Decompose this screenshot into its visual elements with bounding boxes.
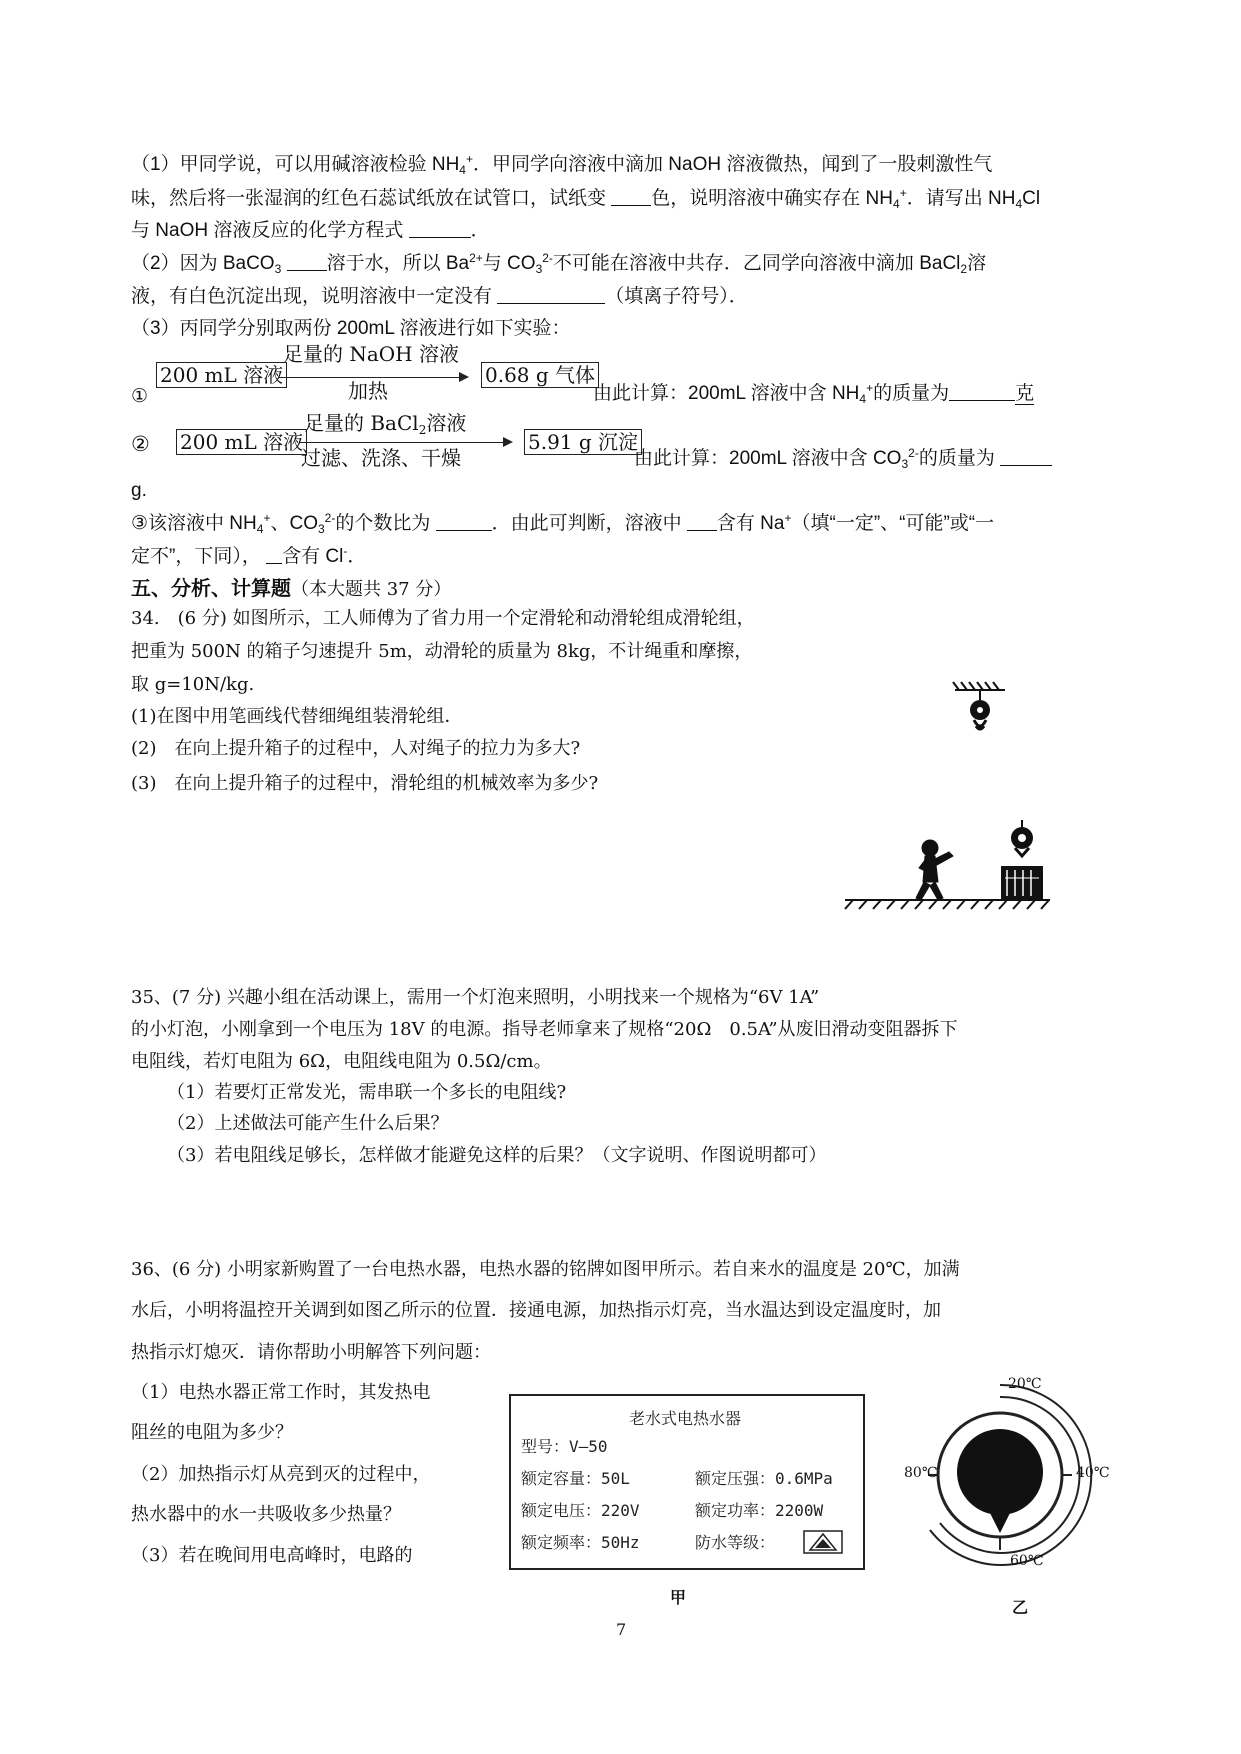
q36-question1b: 阻丝的电阻为多少？: [131, 1422, 293, 1443]
step2-reagent: 足量的 BaCl$_2$溶液: [304, 411, 467, 437]
q34-line3: 取 g=10N/kg.: [131, 674, 255, 695]
step2-text: 由此计算：200mL 溶液中含 $CO_3^{2-}$的质量为: [634, 447, 1052, 470]
step2-output-box: 5.91 g 沉淀: [524, 429, 642, 455]
step1-condition: 加热: [348, 379, 388, 403]
waterproof-triangle-icon: [803, 1530, 843, 1554]
answer-blank[interactable]: [409, 219, 471, 238]
section-title: 五、分析、计算题: [131, 576, 291, 600]
nameplate-power: 额定功率：2200W: [695, 1501, 824, 1520]
q36-line2: 水后，小明将温控开关调到如图乙所示的位置．接通电源，加热指示灯亮，当水温达到设定温度时，加: [131, 1300, 941, 1321]
dial-label-60: 60℃: [1010, 1553, 1044, 1569]
step2-number: ②: [131, 432, 150, 456]
q33-part1-line2: 味，然后将一张湿润的红色石蕊试纸放在试管口，试纸变 色，说明溶液中确实存在 $NH_4^+$．请写出 $NH_4Cl$: [131, 186, 1041, 211]
q35-line1: 35、(7 分) 兴趣小组在活动课上，需用一个灯泡来照明，小明找来一个规格为“6V 1A”: [131, 987, 820, 1008]
ground-line: [845, 900, 1050, 909]
dial-label-20: 20℃: [1008, 1376, 1042, 1392]
worker-icon: [916, 840, 953, 900]
step2-input-box: 200 mL 溶液: [176, 429, 307, 455]
q33-part2-line1: （2）因为 BaCO$_3$ 溶于水，所以 $Ba^{2+}$与 $CO_3^{2-}$不可能在溶液中共存．乙同学向溶液中滴加 BaCl$_2$溶: [131, 251, 987, 276]
q33-part3-line1: （3）丙同学分别取两份 200mL 溶液进行如下实验：: [131, 318, 571, 339]
q36-line3: 热指示灯熄灭．请你帮助小明解答下列问题：: [131, 1342, 491, 1363]
dial-label-40: 40℃: [1076, 1465, 1110, 1481]
answer-blank[interactable]: [687, 512, 717, 531]
step1-text: 由此计算：200mL 溶液中含 $NH_4^+$的质量为 克: [593, 381, 1035, 406]
q35-question2: （2）上述做法可能产生什么后果？: [167, 1113, 449, 1134]
section-note: （本大题共 37 分）: [291, 579, 452, 600]
answer-blank[interactable]: [436, 512, 492, 531]
answer-blank[interactable]: [287, 252, 327, 271]
dial-label-80: 80℃: [904, 1465, 938, 1481]
answer-blank[interactable]: [266, 545, 282, 564]
nameplate-capacity: 额定容量：50L: [521, 1469, 630, 1488]
step3-line2: 定不”，下同）， 含有 Cl-．: [131, 544, 367, 567]
q35-question3: （3）若电阻线足够长，怎样做才能避免这样的后果？（文字说明、作图说明都可）: [167, 1145, 827, 1166]
answer-blank[interactable]: [497, 285, 605, 304]
step1-input-box: 200 mL 溶液: [156, 362, 287, 388]
q35-line3: 电阻线，若灯电阻为 6Ω，电阻线电阻为 0.5Ω/cm。: [131, 1051, 552, 1072]
nameplate-title: 老水式电热水器: [629, 1409, 742, 1428]
q36-question2a: （2）加热指示灯从亮到灭的过程中，: [131, 1464, 431, 1485]
movable-pulley-icon: [1011, 820, 1033, 856]
box-icon: [1001, 866, 1043, 899]
q34-question3: (3) 在向上提升箱子的过程中，滑轮组的机械效率为多少?: [131, 773, 599, 794]
step1-output-box: 0.68 g 气体: [481, 362, 599, 388]
nameplate: [509, 1394, 865, 1570]
step2-unit: g.: [131, 480, 147, 501]
q36-line1: 36、(6 分) 小明家新购置了一台电热水器，电热水器的铭牌如图甲所示。若自来水的温度是 20℃，加满: [131, 1259, 960, 1280]
nameplate-waterproof: 防水等级：: [695, 1533, 776, 1552]
text: （1）甲同学说，可以用碱溶液检验 NH: [131, 154, 460, 175]
step2-arrow: [299, 442, 511, 443]
q36-question2b: 热水器中的水一共吸收多少热量？: [131, 1504, 401, 1525]
step1-arrow: [279, 377, 467, 378]
step1-reagent: 足量的 NaOH 溶液: [283, 342, 459, 366]
q34-line1: 34. (6 分) 如图所示，工人师傅为了省力用一个定滑轮和动滑轮组成滑轮组，: [131, 608, 755, 629]
dial-knob: [957, 1429, 1043, 1515]
nameplate-voltage: 额定电压：220V: [521, 1501, 640, 1520]
nameplate-pressure: 额定压强：0.6MPa: [695, 1469, 833, 1488]
q35-question1: （1）若要灯正常发光，需串联一个多长的电阻线?: [167, 1082, 567, 1103]
section-heading: [131, 577, 451, 601]
answer-blank[interactable]: [1000, 447, 1052, 466]
nameplate-caption: 甲: [670, 1588, 687, 1607]
q35-line2: 的小灯泡，小刚拿到一个电压为 18V 的电源。指导老师拿来了规格“20Ω 0.5A”从废旧滑动变阻器拆下: [131, 1019, 958, 1040]
answer-blank[interactable]: [949, 382, 1015, 401]
step3-line1: ③该溶液中 $NH_4^+$、$CO_3^{2-}$的个数比为 ．由此可判断，溶液中 含有 Na+（填“一定”、“可能”或“一: [131, 511, 995, 536]
q34-question2: (2) 在向上提升箱子的过程中，人对绳子的拉力为多大?: [131, 738, 581, 759]
fixed-pulley-icon: [970, 700, 990, 729]
q33-part1-line1: （1）甲同学说，可以用碱溶液检验 $NH_4^+$．甲同学向溶液中滴加 NaOH 溶液微热，闻到了一股刺激性气: [131, 152, 993, 177]
dial-pointer: [988, 1509, 1012, 1533]
q36-question1a: （1）电热水器正常工作时，其发热电: [131, 1382, 431, 1403]
nameplate-frequency: 额定频率：50Hz: [521, 1533, 640, 1552]
ceiling-mount: [953, 682, 1005, 700]
q36-question3a: （3）若在晚间用电高峰时，电路的: [131, 1545, 413, 1566]
answer-blank[interactable]: [611, 187, 651, 206]
step2-condition: 过滤、洗涤、干燥: [301, 446, 461, 470]
pulley-figure: [835, 670, 1065, 930]
q33-part2-line2: 液，有白色沉淀出现，说明溶液中一定没有 （填离子符号）．: [131, 286, 748, 307]
dial-caption: 乙: [1012, 1598, 1029, 1617]
nameplate-model: 型号：V—50: [521, 1437, 608, 1456]
q33-part1-line3: 与 NaOH 溶液反应的化学方程式 ．: [131, 220, 490, 241]
q34-question1: (1)在图中用笔画线代替细绳组装滑轮组．: [131, 706, 463, 727]
q34-line2: 把重为 500N 的箱子匀速提升 5m，动滑轮的质量为 8kg，不计绳重和摩擦，: [131, 641, 753, 662]
step1-number: ①: [131, 385, 149, 407]
page-number: 7: [616, 1620, 627, 1639]
